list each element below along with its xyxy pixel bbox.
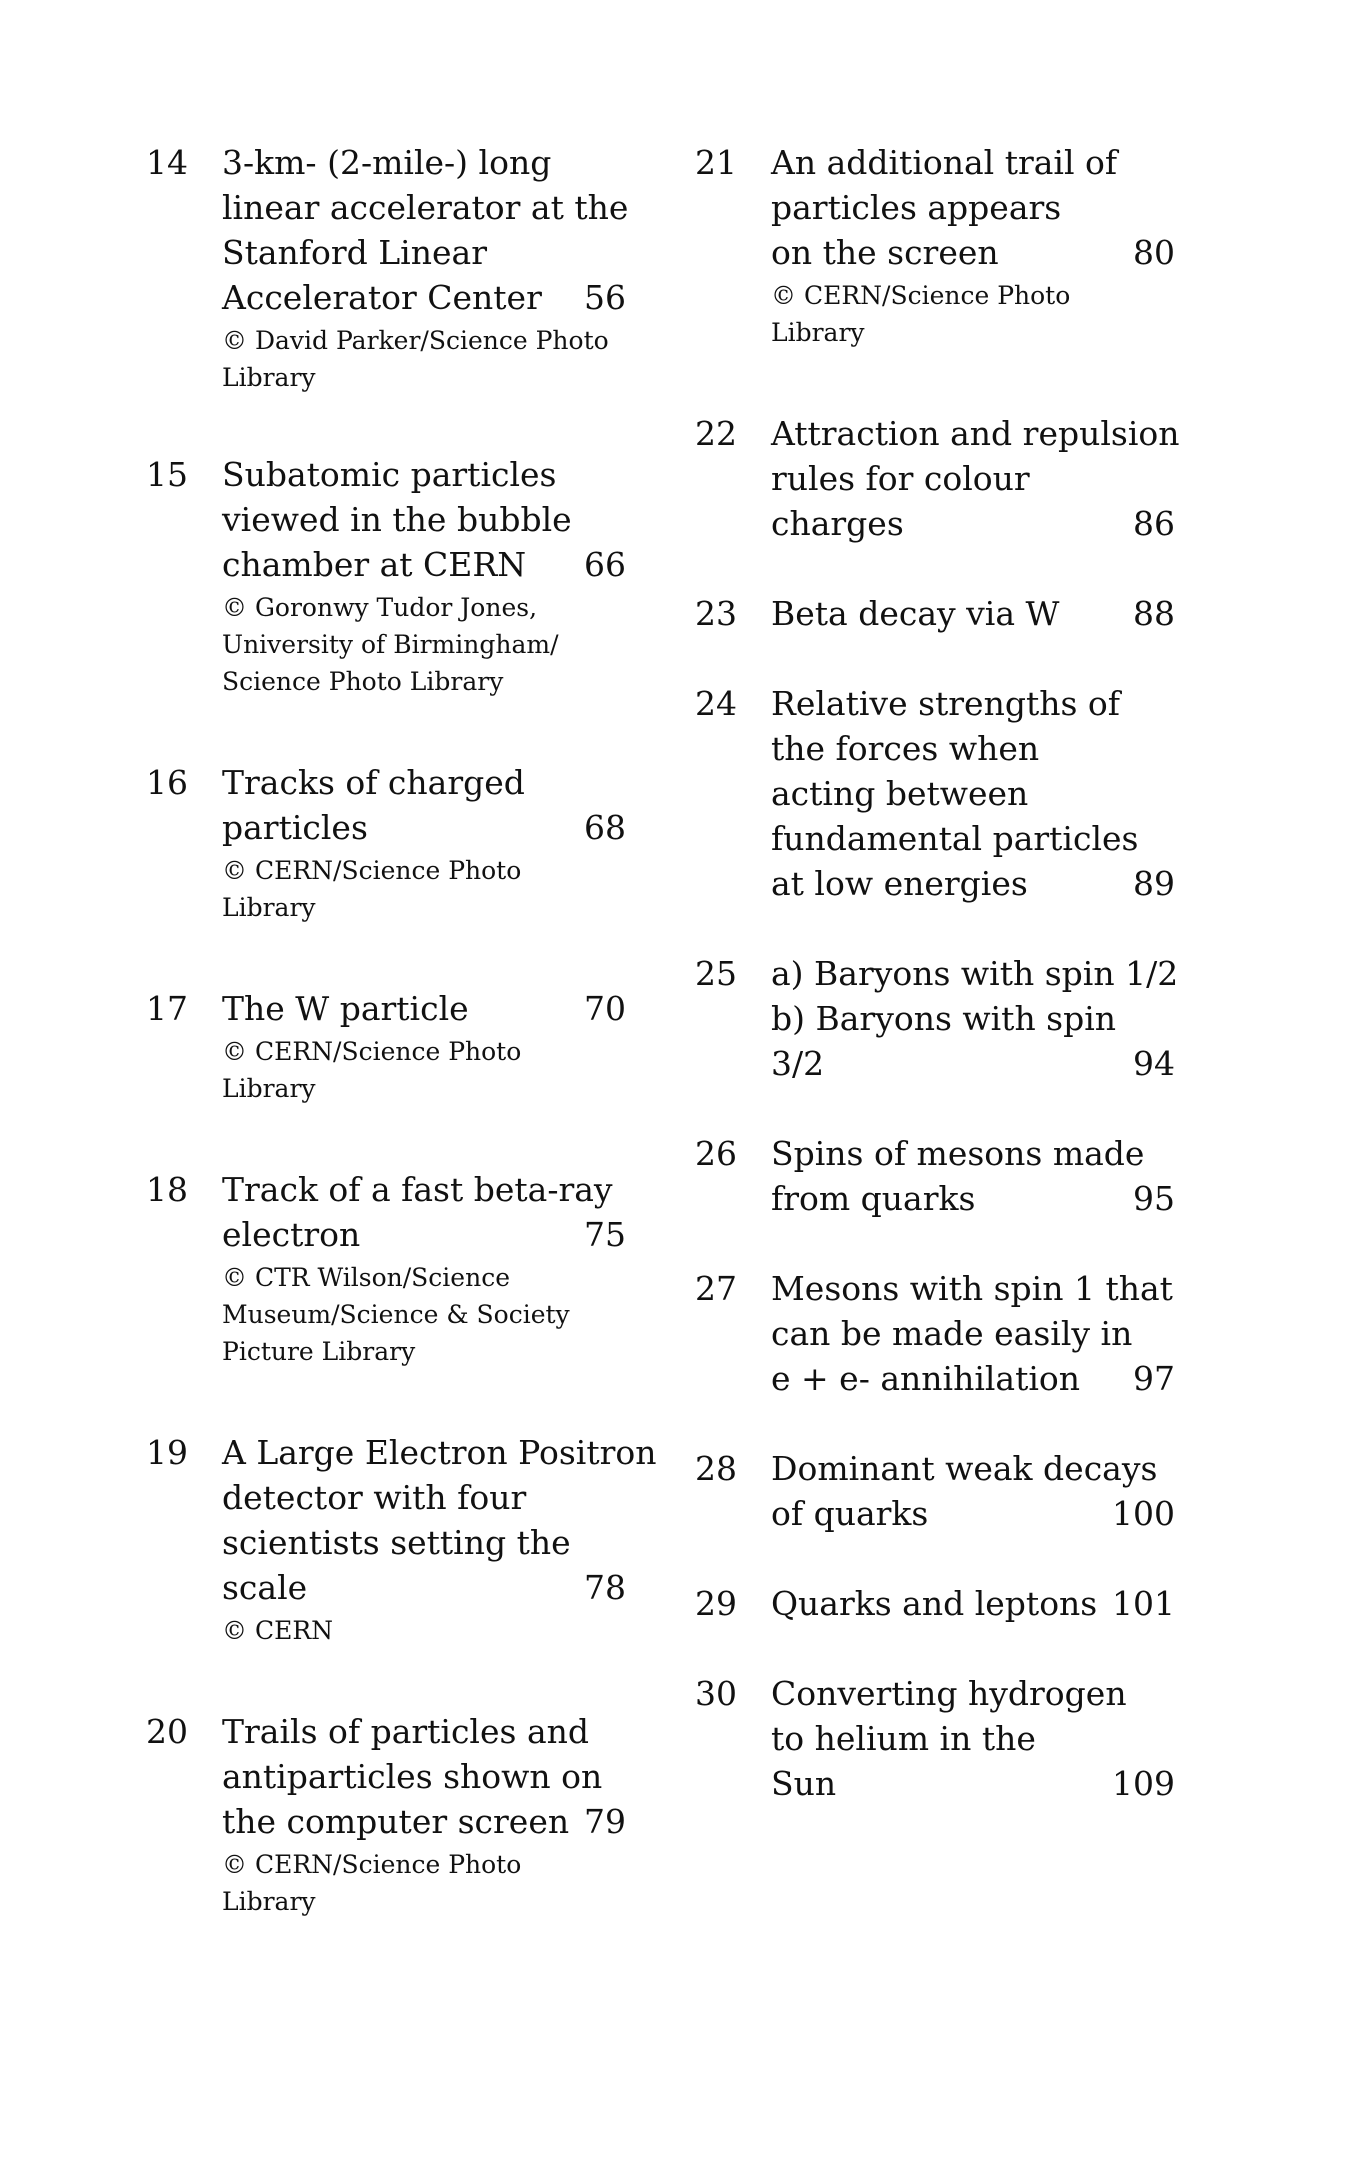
page-number: 78	[584, 1568, 626, 1607]
illustration-caption	[771, 1446, 1175, 1536]
illustration-entry	[695, 681, 1175, 906]
page-number: 86	[1133, 504, 1175, 543]
credit-line: © Goronwy Tudor Jones,	[222, 593, 538, 622]
caption-line: Dominant weak decays	[771, 1449, 1158, 1488]
caption-line: particles appears	[771, 188, 1062, 227]
caption-line: scientists setting the	[222, 1523, 571, 1562]
caption-line: a) Baryons with spin 1/2	[771, 954, 1179, 993]
caption-last-row	[222, 1565, 626, 1610]
caption-line: acting between	[771, 774, 1029, 813]
photo-credit	[222, 1259, 626, 1370]
page-number: 68	[584, 808, 626, 847]
caption-last-row	[222, 542, 626, 587]
caption-line: at low energies	[771, 864, 1028, 903]
caption-last-row	[771, 230, 1175, 275]
photo-credit	[222, 589, 626, 700]
credit-line: © CERN	[222, 1616, 334, 1645]
illustration-body	[771, 1581, 1175, 1626]
page-number: 100	[1112, 1494, 1175, 1533]
caption-last-row	[222, 805, 626, 850]
caption-line: particles	[222, 808, 368, 847]
credit-line: Picture Library	[222, 1337, 416, 1366]
credit-line: Library	[771, 318, 865, 347]
illustration-number: 21	[695, 143, 737, 182]
caption-line: can be made easily in	[771, 1314, 1133, 1353]
caption-line: The W particle	[222, 989, 469, 1028]
illustration-caption	[771, 681, 1175, 906]
illustration-number: 28	[695, 1449, 737, 1488]
credit-line: University of Birmingham/	[222, 630, 559, 659]
caption-line: e + e- annihilation	[771, 1359, 1081, 1398]
credit-line: © CERN/Science Photo	[222, 1037, 522, 1066]
illustration-body	[771, 1131, 1175, 1221]
illustration-entry	[695, 951, 1179, 1086]
caption-line: 3-km- (2-mile-) long	[222, 143, 552, 182]
illustration-caption	[771, 411, 1180, 546]
page-number: 80	[1133, 233, 1175, 272]
illustration-number: 30	[695, 1674, 737, 1713]
caption-line: Relative strengths of	[771, 684, 1120, 723]
caption-last-row	[771, 591, 1175, 636]
page-number: 56	[584, 278, 626, 317]
caption-line: to helium in the	[771, 1719, 1036, 1758]
caption-line: Beta decay via W	[771, 594, 1060, 633]
illustration-entry	[146, 1709, 626, 1920]
caption-last-row	[771, 1176, 1175, 1221]
caption-line: linear accelerator at the	[222, 188, 629, 227]
credit-line: Museum/Science & Society	[222, 1300, 570, 1329]
photo-credit	[222, 1033, 626, 1107]
caption-last-row	[771, 1491, 1175, 1536]
illustration-caption	[771, 951, 1179, 1086]
caption-line: Attraction and repulsion	[771, 414, 1180, 453]
caption-line: viewed in the bubble	[222, 500, 572, 539]
illustration-body	[771, 591, 1175, 636]
credit-line: © CERN/Science Photo	[771, 281, 1071, 310]
caption-line: rules for colour	[771, 459, 1030, 498]
credit-line: Library	[222, 1074, 316, 1103]
left-column	[146, 140, 657, 1920]
caption-last-row	[771, 1356, 1175, 1401]
caption-last-row	[771, 1581, 1175, 1626]
page-number: 94	[1133, 1044, 1175, 1083]
caption-line: b) Baryons with spin	[771, 999, 1117, 1038]
illustration-entry	[695, 140, 1175, 351]
illustration-number: 26	[695, 1134, 737, 1173]
caption-line: Tracks of charged	[222, 763, 525, 802]
credit-line: © CERN/Science Photo	[222, 1850, 522, 1879]
illustration-body	[771, 1266, 1175, 1401]
illustration-body	[222, 986, 626, 1107]
right-column	[695, 140, 1180, 1806]
credit-line: Library	[222, 363, 316, 392]
caption-line: Subatomic particles	[222, 455, 557, 494]
caption-line: electron	[222, 1215, 361, 1254]
illustration-entry	[695, 1581, 1175, 1626]
illustration-caption	[222, 1709, 626, 1844]
caption-last-row	[222, 986, 626, 1031]
caption-last-row	[222, 1799, 626, 1844]
illustration-number: 17	[146, 989, 188, 1028]
illustration-entry	[146, 140, 629, 396]
illustration-number: 14	[146, 143, 188, 182]
caption-line: Quarks and leptons	[771, 1584, 1098, 1623]
illustration-body	[222, 140, 629, 396]
illustration-number: 18	[146, 1170, 188, 1209]
illustration-number: 20	[146, 1712, 188, 1751]
photo-credit	[222, 322, 626, 396]
credit-line: © CERN/Science Photo	[222, 856, 522, 885]
illustration-number: 16	[146, 763, 188, 802]
caption-line: Mesons with spin 1 that	[771, 1269, 1173, 1308]
illustration-entry	[695, 591, 1175, 636]
caption-line: A Large Electron Positron	[222, 1433, 657, 1472]
caption-line: 3/2	[771, 1044, 825, 1083]
photo-credit	[222, 1612, 626, 1649]
caption-last-row	[771, 861, 1175, 906]
caption-line: the computer screen	[222, 1802, 570, 1841]
illustration-body	[222, 452, 626, 700]
illustration-body	[771, 140, 1175, 351]
illustration-number: 15	[146, 455, 188, 494]
illustration-number: 19	[146, 1433, 188, 1472]
credit-line: Science Photo Library	[222, 667, 504, 696]
caption-line: the forces when	[771, 729, 1040, 768]
illustration-caption	[222, 1167, 626, 1257]
caption-line: on the screen	[771, 233, 999, 272]
photo-credit	[222, 852, 626, 926]
page-number: 75	[584, 1215, 626, 1254]
caption-line: from quarks	[771, 1179, 976, 1218]
illustration-caption	[771, 1581, 1175, 1626]
illustration-body	[771, 411, 1180, 546]
illustration-body	[771, 681, 1175, 906]
credit-line: Library	[222, 893, 316, 922]
illustration-caption	[222, 1430, 657, 1610]
illustration-body	[222, 1709, 626, 1920]
illustration-entry	[695, 1671, 1175, 1806]
illustration-number: 23	[695, 594, 737, 633]
illustration-caption	[222, 986, 626, 1031]
illustration-body	[222, 760, 626, 926]
illustration-caption	[771, 591, 1175, 636]
credit-line: © David Parker/Science Photo	[222, 326, 609, 355]
illustration-entry	[146, 452, 626, 700]
page-number: 66	[584, 545, 626, 584]
credit-line: Library	[222, 1887, 316, 1916]
illustration-body	[771, 951, 1179, 1086]
illustration-number: 25	[695, 954, 737, 993]
caption-line: Trails of particles and	[222, 1712, 589, 1751]
caption-last-row	[771, 501, 1175, 546]
caption-line: antiparticles shown on	[222, 1757, 603, 1796]
page-number: 79	[584, 1802, 626, 1841]
caption-line: scale	[222, 1568, 308, 1607]
caption-line: Sun	[771, 1764, 837, 1803]
illustration-entry	[695, 1131, 1175, 1221]
illustration-caption	[771, 1266, 1175, 1401]
illustration-entry	[146, 760, 626, 926]
page-number: 89	[1133, 864, 1175, 903]
illustration-body	[222, 1430, 657, 1649]
illustration-body	[771, 1671, 1175, 1806]
illustration-caption	[222, 452, 626, 587]
page-number: 70	[584, 989, 626, 1028]
illustration-caption	[222, 760, 626, 850]
caption-line: fundamental particles	[771, 819, 1139, 858]
illustration-number: 24	[695, 684, 737, 723]
illustration-entry	[146, 1167, 626, 1370]
illustration-entry	[695, 411, 1180, 546]
caption-last-row	[771, 1041, 1175, 1086]
illustration-number: 29	[695, 1584, 737, 1623]
caption-line: chamber at CERN	[222, 545, 527, 584]
caption-line: Stanford Linear	[222, 233, 487, 272]
page-number: 101	[1112, 1584, 1175, 1623]
caption-last-row	[222, 1212, 626, 1257]
caption-line: An additional trail of	[771, 143, 1118, 182]
page-number: 97	[1133, 1359, 1175, 1398]
page-number: 109	[1112, 1764, 1175, 1803]
illustration-caption	[771, 1671, 1175, 1806]
caption-last-row	[222, 275, 626, 320]
photo-credit	[771, 277, 1175, 351]
illustration-caption	[222, 140, 629, 320]
caption-last-row	[771, 1761, 1175, 1806]
illustration-entry	[146, 986, 626, 1107]
illustration-number: 22	[695, 414, 737, 453]
photo-credit	[222, 1846, 626, 1920]
illustration-body	[222, 1167, 626, 1370]
caption-line: of quarks	[771, 1494, 929, 1533]
page-number: 95	[1133, 1179, 1175, 1218]
caption-line: Spins of mesons made	[771, 1134, 1145, 1173]
illustration-caption	[771, 1131, 1175, 1221]
caption-line: Converting hydrogen	[771, 1674, 1127, 1713]
caption-line: Accelerator Center	[222, 278, 542, 317]
illustration-entry	[146, 1430, 657, 1649]
caption-line: charges	[771, 504, 904, 543]
page-number: 88	[1133, 594, 1175, 633]
illustration-number: 27	[695, 1269, 737, 1308]
caption-line: detector with four	[222, 1478, 527, 1517]
illustration-entry	[695, 1266, 1175, 1401]
illustration-entry	[695, 1446, 1175, 1536]
illustration-body	[771, 1446, 1175, 1536]
credit-line: © CTR Wilson/Science	[222, 1263, 510, 1292]
illustration-caption	[771, 140, 1175, 275]
caption-line: Track of a fast beta-ray	[222, 1170, 613, 1209]
